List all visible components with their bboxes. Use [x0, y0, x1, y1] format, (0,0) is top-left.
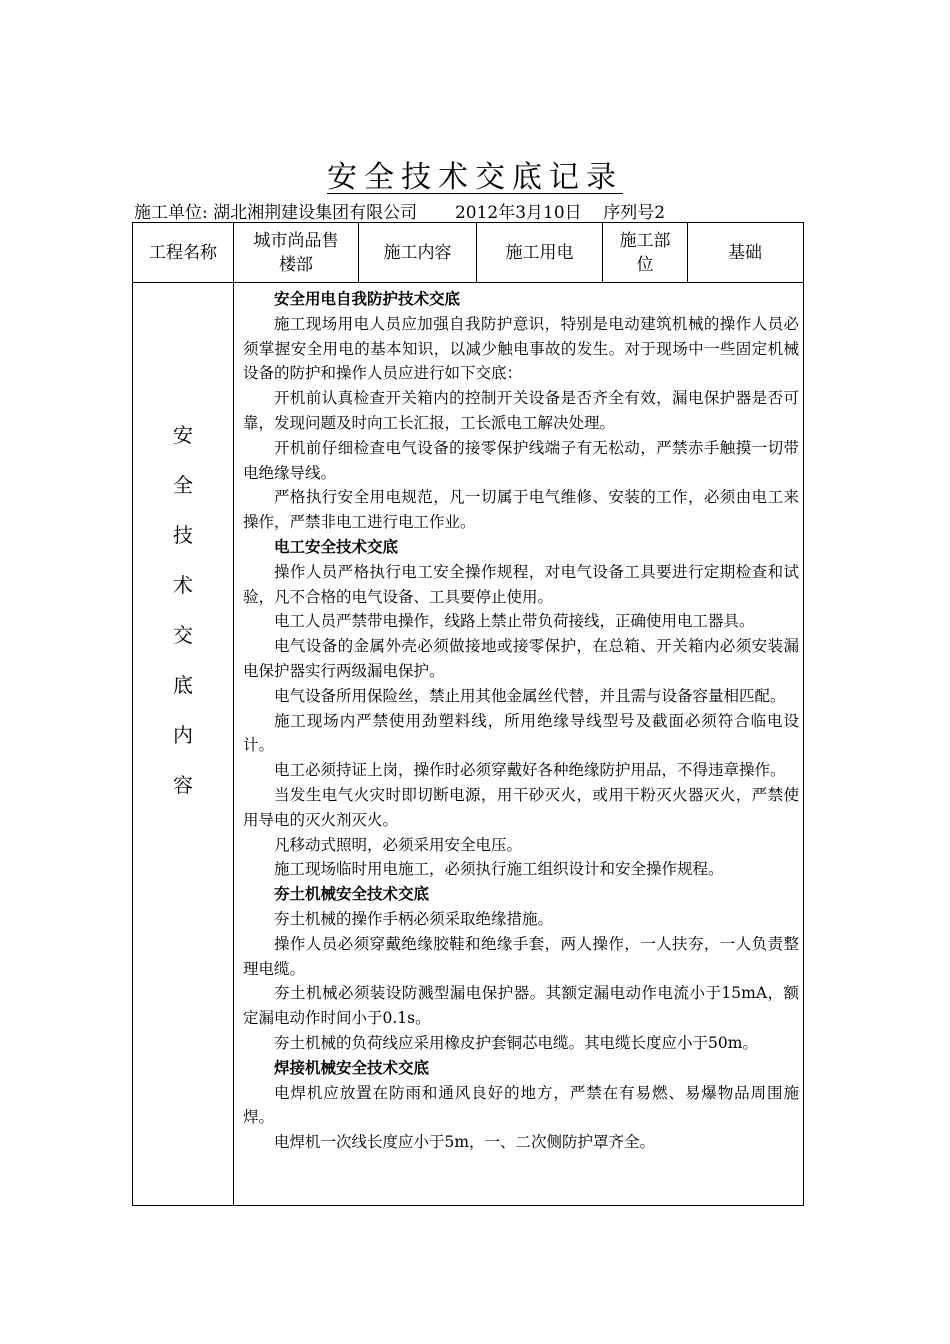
paragraph: 夯土机械的负荷线应采用橡皮护套铜芯电缆。其电缆长度应小于50m。	[274, 1033, 758, 1052]
paragraph: 施工现场用电人员应加强自我防护意识，特别是电动建筑机械的操作人员必须掌握安全用电的基本知识，以减少触电事故的发生。对于现场中一些固定机械设备的防护和操作人员应进行如下交底：	[243, 314, 799, 383]
paragraph: 严格执行安全用电规范，凡一切属于电气维修、安装的工作，必须由电工来操作，严禁非电工进行电工作业。	[243, 488, 799, 532]
side-label-char: 安	[173, 423, 193, 447]
disclosure-table	[132, 222, 804, 1206]
section-heading: 电工安全技术交底	[274, 536, 399, 556]
paragraph: 电焊机一次线长度应小于5m，一、二次侧防护罩齐全。	[274, 1133, 656, 1152]
side-label-char: 容	[173, 773, 193, 797]
section-heading: 夯土机械安全技术交底	[274, 884, 430, 904]
project-name-value: 城市尚品售楼部	[234, 223, 359, 282]
paragraph: 电工人员严禁带电操作，线路上禁止带负荷接线，正确使用电工器具。	[274, 612, 755, 631]
paragraph: 施工现场内严禁使用劲塑料线，所用绝缘导线型号及截面必须符合临电设计。	[243, 711, 799, 755]
paragraph: 夯土机械必须装设防溅型漏电保护器。其额定漏电动作电流小于15mA，额定漏电动作时间小于0.1s。	[243, 984, 799, 1028]
project-name-label: 工程名称	[133, 223, 234, 282]
side-label-char: 全	[173, 473, 193, 497]
paragraph: 夯土机械的操作手柄必须采取绝缘措施。	[274, 909, 554, 928]
paragraph: 电工必须持证上岗，操作时必须穿戴好各种绝缘防护用品，不得违章操作。	[274, 761, 786, 780]
paragraph: 操作人员严格执行电工安全操作规程，对电气设备工具要进行定期检查和试验，凡不合格的电气设备、工具要停止使用。	[243, 562, 799, 606]
paragraph: 当发生电气火灾时即切断电源，用干砂灭火，或用干粉灭火器灭火，严禁使用导电的灭火剂灭火。	[243, 785, 799, 829]
paragraph: 施工现场临时用电施工，必须执行施工组织设计和安全操作规程。	[274, 860, 724, 879]
paragraph: 电气设备的金属外壳必须做接地或接零保护，在总箱、开关箱内必须安装漏电保护器实行两级漏电保护。	[243, 637, 799, 680]
side-label-char: 交	[173, 623, 193, 647]
side-label-char: 内	[173, 723, 193, 747]
section-heading: 安全用电自我防护技术交底	[274, 289, 461, 308]
side-label-char: 术	[173, 573, 193, 597]
side-label-column	[133, 283, 234, 1205]
side-label-char: 技	[173, 523, 193, 547]
document-title: 安全技术交底记录	[327, 160, 623, 195]
info-line: 施工单位: 湖北湘荆建设集团有限公司 2012年3月10日 序列号2	[134, 203, 666, 223]
side-label-char: 底	[173, 673, 193, 697]
paragraph: 凡移动式照明，必须采用安全电压。	[274, 835, 523, 854]
paragraph: 开机前仔细检查电气设备的接零保护线端子有无松动，严禁赤手触摸一切带电绝缘导线。	[243, 438, 799, 482]
work-content-label: 施工内容	[359, 223, 477, 282]
paragraph: 开机前认真检查开关箱内的控制开关设备是否齐全有效，漏电保护器是否可靠，发现问题及时向工长汇报，工长派电工解决处理。	[243, 389, 799, 432]
paragraph: 电焊机应放置在防雨和通风良好的地方，严禁在有易燃、易爆物品周围施焊。	[243, 1083, 799, 1127]
paragraph: 电气设备所用保险丝，禁止用其他金属丝代替，并且需与设备容量相匹配。	[274, 686, 786, 705]
work-part-label: 施工部位	[603, 223, 688, 282]
table-header-row	[133, 223, 803, 283]
work-content-value: 施工用电	[477, 223, 603, 282]
section-heading: 焊接机械安全技术交底	[274, 1057, 430, 1077]
disclosure-content	[243, 287, 799, 1155]
paragraph: 操作人员必须穿戴绝缘胶鞋和绝缘手套，两人操作，一人扶夯，一人负责整理电缆。	[243, 934, 799, 978]
work-part-value: 基础	[728, 242, 762, 263]
